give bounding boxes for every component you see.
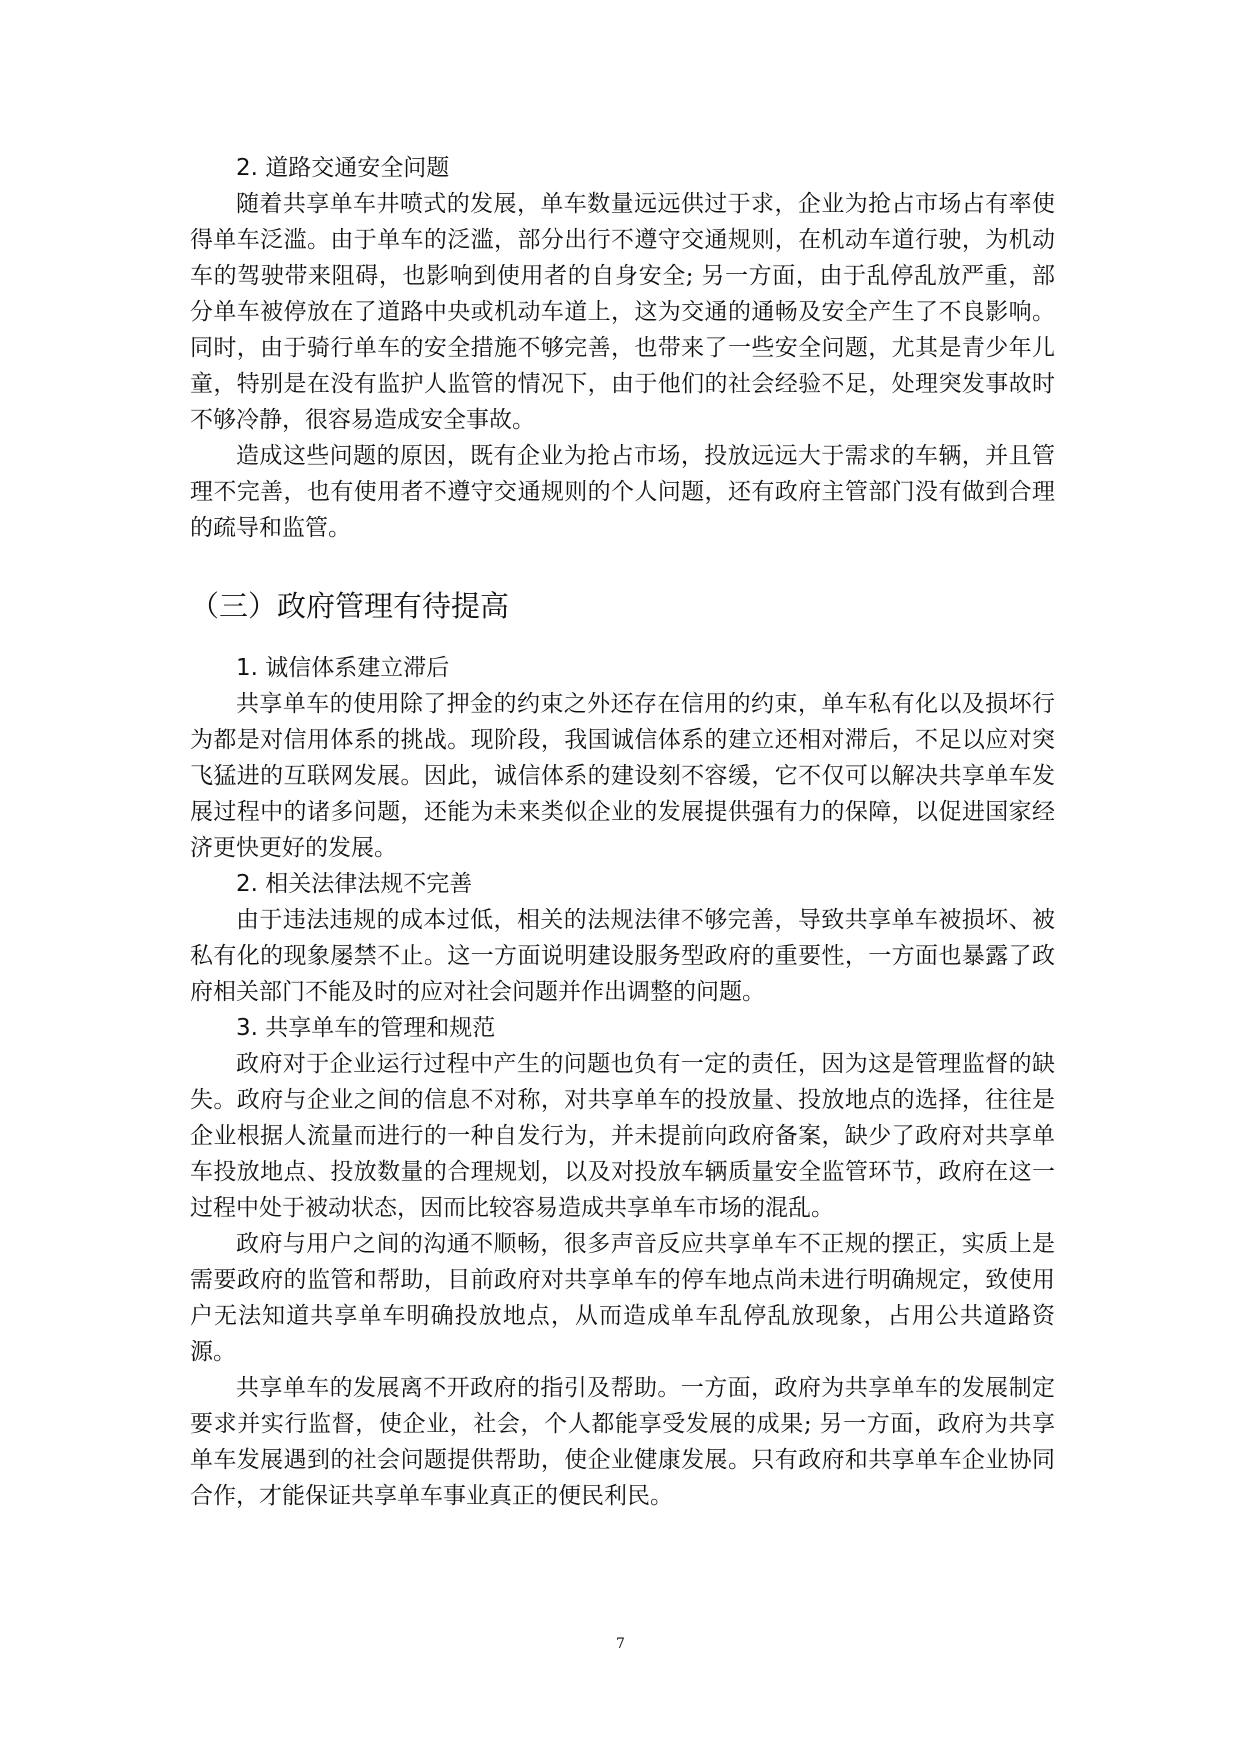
paragraph: 由于违法违规的成本过低，相关的法规法律不够完善，导致共享单车被损坏、被私有化的现象屡禁不止。这一方面说明建设服务型政府的重要性，一方面也暴露了政府相关部门不能及时的应对社会问题并作出调整的问题。	[190, 907, 1055, 1005]
paragraph: 造成这些问题的原因，既有企业为抢占市场，投放远远大于需求的车辆，并且管理不完善，也有使用者不遵守交通规则的个人问题，还有政府主管部门没有做到合理的疏导和监管。	[190, 443, 1055, 541]
subsection-title-road-safety: 2. 道路交通安全问题	[236, 155, 450, 181]
page-content	[190, 150, 1055, 1514]
subsection-title-management: 3. 共享单车的管理和规范	[236, 1015, 496, 1041]
subsection-title-credit: 1. 诚信体系建立滞后	[236, 655, 450, 681]
paragraph: 政府与用户之间的沟通不顺畅，很多声音反应共享单车不正规的摆正，实质上是需要政府的监管和帮助，目前政府对共享单车的停车地点尚未进行明确规定，致使用户无法知道共享单车明确投放地点，从而造成单车乱停乱放现象，占用公共道路资源。	[190, 1231, 1055, 1365]
page-number: 7	[616, 1636, 625, 1652]
subsection-title-law: 2. 相关法律法规不完善	[236, 871, 473, 897]
paragraph: 共享单车的使用除了押金的约束之外还存在信用的约束，单车私有化以及损坏行为都是对信用体系的挑战。现阶段，我国诚信体系的建立还相对滞后，不足以应对突飞猛进的互联网发展。因此，诚信体系的建设刻不容缓，它不仅可以解决共享单车发展过程中的诸多问题，还能为未来类似企业的发展提供强有力的保障，以促进国家经济更快更好的发展。	[190, 691, 1055, 861]
paragraph: 共享单车的发展离不开政府的指引及帮助。一方面，政府为共享单车的发展制定要求并实行监督，使企业，社会，个人都能享受发展的成果; 另一方面，政府为共享单车发展遇到的社会问题提供帮助，使企业健康发展。只有政府和共享单车企业协同合作，才能保证共享单车事业真正的便民利民。	[190, 1375, 1055, 1509]
section-title-government: （三）政府管理有待提高	[190, 589, 510, 623]
paragraph: 随着共享单车井喷式的发展，单车数量远远供过于求，企业为抢占市场占有率使得单车泛滥。由于单车的泛滥，部分出行不遵守交通规则，在机动车道行驶，为机动车的驾驶带来阻碍，也影响到使用者的自身安全; 另一方面，由于乱停乱放严重，部分单车被停放在了道路中央或机动车道上，这为交通的通畅及安全产生了不良影响。同时，由于骑行单车的安全措施不够完善，也带来了一些安全问题，尤其是青少年儿童，特别是在没有监护人监管的情况下，由于他们的社会经验不足，处理突发事故时不够冷静，很容易造成安全事故。	[190, 191, 1055, 433]
paragraph: 政府对于企业运行过程中产生的问题也负有一定的责任，因为这是管理监督的缺失。政府与企业之间的信息不对称，对共享单车的投放量、投放地点的选择，往往是企业根据人流量而进行的一种自发行为，并未提前向政府备案，缺少了政府对共享单车投放地点、投放数量的合理规划，以及对投放车辆质量安全监管环节，政府在这一过程中处于被动状态，因而比较容易造成共享单车市场的混乱。	[190, 1051, 1055, 1221]
